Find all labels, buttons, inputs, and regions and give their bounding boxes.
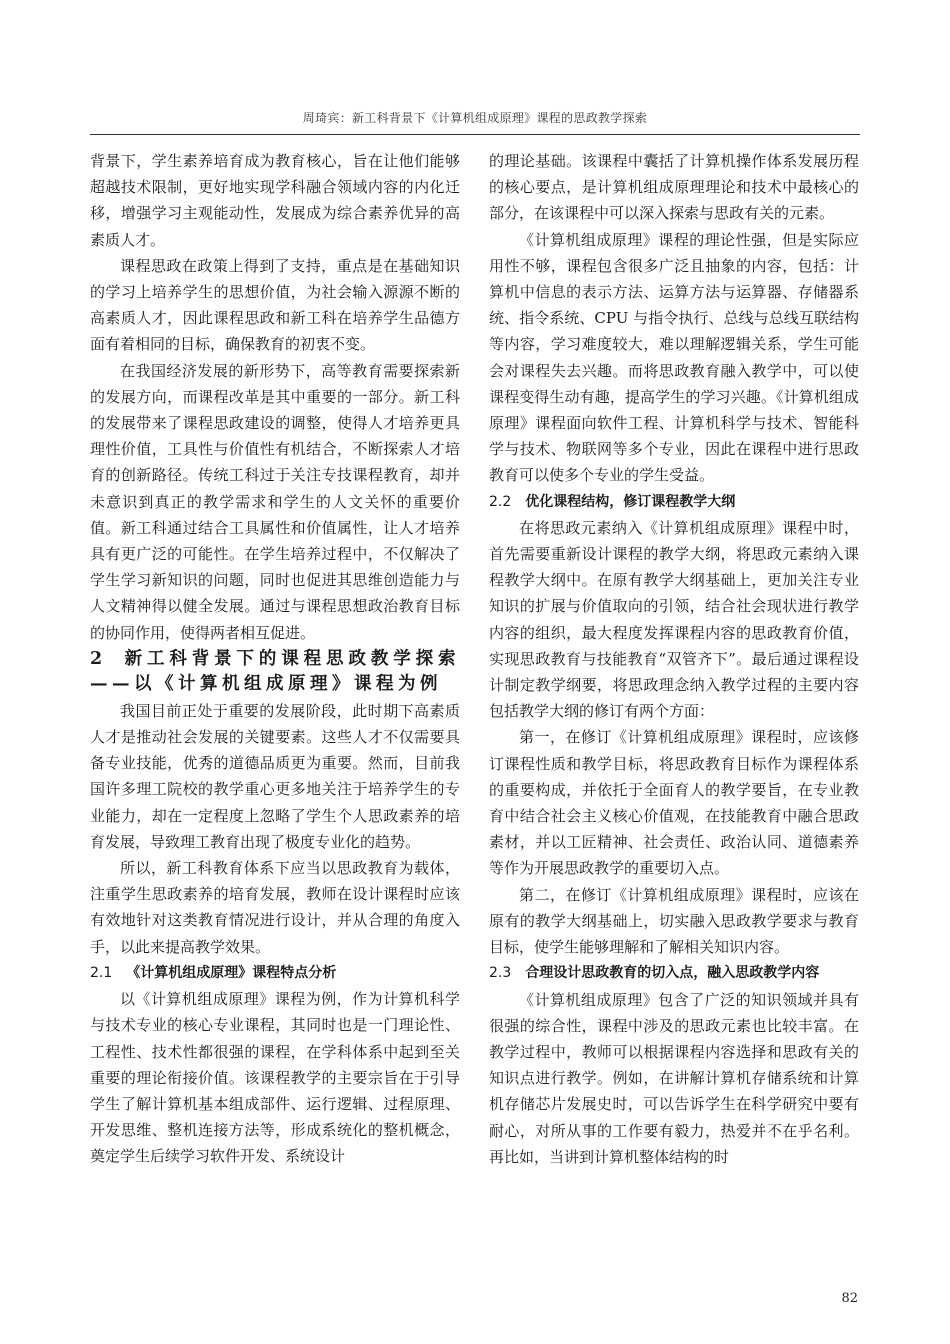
paragraph: 在将思政元素纳入《计算机组成原理》课程中时，首先需要重新设计课程的教学大纲，将思政元素纳入课程教学大纲中。在原有教学大纲基础上，更加关注专业知识的扩展与价值取向的引领，结合社会现状进行教学内容的组织，最大程度发挥课程内容的思政教育价值，实现思政教育与技能教育“双管齐下”。最后通过课程设计制定教学纲要，将思政理念纳入教学过程的主要内容包括教学大纲的修订有两个方面： <box>489 518 859 721</box>
section-title: 新工科背景下的课程思政教学探索——以《计算机组成原理》课程为例 <box>90 648 460 695</box>
paragraph: 所以，新工科教育体系下应当以思政教育为载体，注重学生思政素养的培育发展，教师在设计课程时应该有效地针对这类教育情况进行设计，并从合理的角度入手，以此来提高教学效果。 <box>90 859 460 956</box>
subsection-heading <box>489 960 859 986</box>
subsection-title: 优化课程结构，修订课程教学大纲 <box>525 493 736 510</box>
right-column <box>489 148 859 1170</box>
left-column <box>90 148 460 1170</box>
page-number: 82 <box>841 1291 858 1306</box>
subsection-title: 合理设计思政教育的切入点，融入思政教学内容 <box>525 965 820 982</box>
paragraph: 第一，在修订《计算机组成原理》课程时，应该修订课程性质和教学目标，将思政教育目标作为课程体系的重要构成，并依托于全面育人的教学要旨，在专业教育中结合社会主义核心价值观，在技能教育中融合思政素材，并以工匠精神、社会责任、政治认同、道德素养等作为开展思政教学的重要切入点。 <box>489 728 859 878</box>
paragraph: 我国目前正处于重要的发展阶段，此时期下高素质人才是推动社会发展的关键要素。这些人才不仅需要具备专业技能，优秀的道德品质更为重要。然而，目前我国许多理工院校的教学重心更多地关注于培养学生的专业能力，却在一定程度上忽略了学生个人思政素养的培育发展，导致理工教育出现了极度专业化的趋势。 <box>90 701 460 851</box>
header-rule <box>90 134 860 135</box>
subsection-title: 《计算机组成原理》课程特点分析 <box>126 964 337 981</box>
subsection-number: 2.1 <box>90 964 113 981</box>
paragraph: 的理论基础。该课程中囊括了计算机操作体系发展历程的核心要点，是计算机组成原理理论和技术中最核心的部分，在该课程中可以深入探索与思政有关的元素。 <box>489 152 859 223</box>
subsection-number: 2.3 <box>489 965 512 982</box>
paragraph: 《计算机组成原理》包含了广泛的知识领域并具有很强的综合性，课程中涉及的思政元素也比较丰富。在教学过程中，教师可以根据课程内容选择和思政有关的知识点进行教学。例如，在讲解计算机存储系统和计算机存储芯片发展史时，可以告诉学生在科学研究中要有耐心，对所从事的工作要有毅力，热爱并不在乎名利。再比如，当讲到计算机整体结构的时 <box>489 990 859 1166</box>
subsection-heading <box>489 489 859 515</box>
paragraph: 《计算机组成原理》课程的理论性强，但是实际应用性不够，课程包含很多广泛且抽象的内容，包括：计算机中信息的表示方法、运算方法与运算器、存储器系统、指令系统、CPU 与指令执行、总线与总线互联结构等内容，学习难度较大，难以理解逻辑关系，学生可能会对课程失去兴趣。而将思政教育融入教学中，可以使课程变得生动有趣，提高学生的学习兴趣。《计算机组成原理》课程面向软件工程、计算机科学与技术、智能科学与技术、物联网等多个专业，因此在课程中进行思政教育可以使多个专业的学生受益。 <box>489 230 859 485</box>
paragraph: 背景下，学生素养培育成为教育核心，旨在让他们能够超越技术限制，更好地实现学科融合领域内容的内化迁移，增强学习主观能动性，发展成为综合素养优异的高素质人才。 <box>90 152 460 249</box>
subsection-heading <box>90 960 460 986</box>
paragraph: 第二，在修订《计算机组成原理》课程时，应该在原有的教学大纲基础上，切实融入思政教学要求与教育目标，使学生能够理解和了解相关知识内容。 <box>489 885 859 957</box>
running-header: 周琦宾：新工科背景下《计算机组成原理》课程的思政教学探索 <box>302 111 648 125</box>
paragraph: 课程思政在政策上得到了支持，重点是在基础知识的学习上培养学生的思想价值，为社会输入源源不断的高素质人才，因此课程思政和新工科在培养学生品德方面有着相同的目标，确保教育的初衷不变。 <box>90 256 460 354</box>
section-number: 2 <box>90 648 103 669</box>
paragraph: 在我国经济发展的新形势下，高等教育需要探索新的发展方向，而课程改革是其中重要的一部分。新工科的发展带来了课程思政建设的调整，使得人才培养更具理性价值，工具性与价值性有机结合，不断探索人才培育的创新路径。传统工科过于关注专技课程教育，却并未意识到真正的教学需求和学生的人文关怀的重要价值。新工科通过结合工具属性和价值属性，让人才培养具有更广泛的可能性。在学生培养过程中，不仅解决了学生学习新知识的问题，同时也促进其思维创造能力与人文精神得以健全发展。通过与课程思想政治教育目标的协同作用，使得两者相互促进。 <box>90 361 460 642</box>
paragraph: 以《计算机组成原理》课程为例，作为计算机科学与技术专业的核心专业课程，其同时也是一门理论性、工程性、技术性都很强的课程，在学科体系中起到至关重要的理论衔接价值。该课程教学的主要宗旨在于引导学生了解计算机基本组成部件、运行逻辑、过程原理、开发思维、整机连接方法等，形成系统化的整机概念，奠定学生后续学习软件开发、系统设计 <box>90 990 460 1166</box>
subsection-number: 2.2 <box>489 493 512 510</box>
section-heading <box>90 647 460 698</box>
